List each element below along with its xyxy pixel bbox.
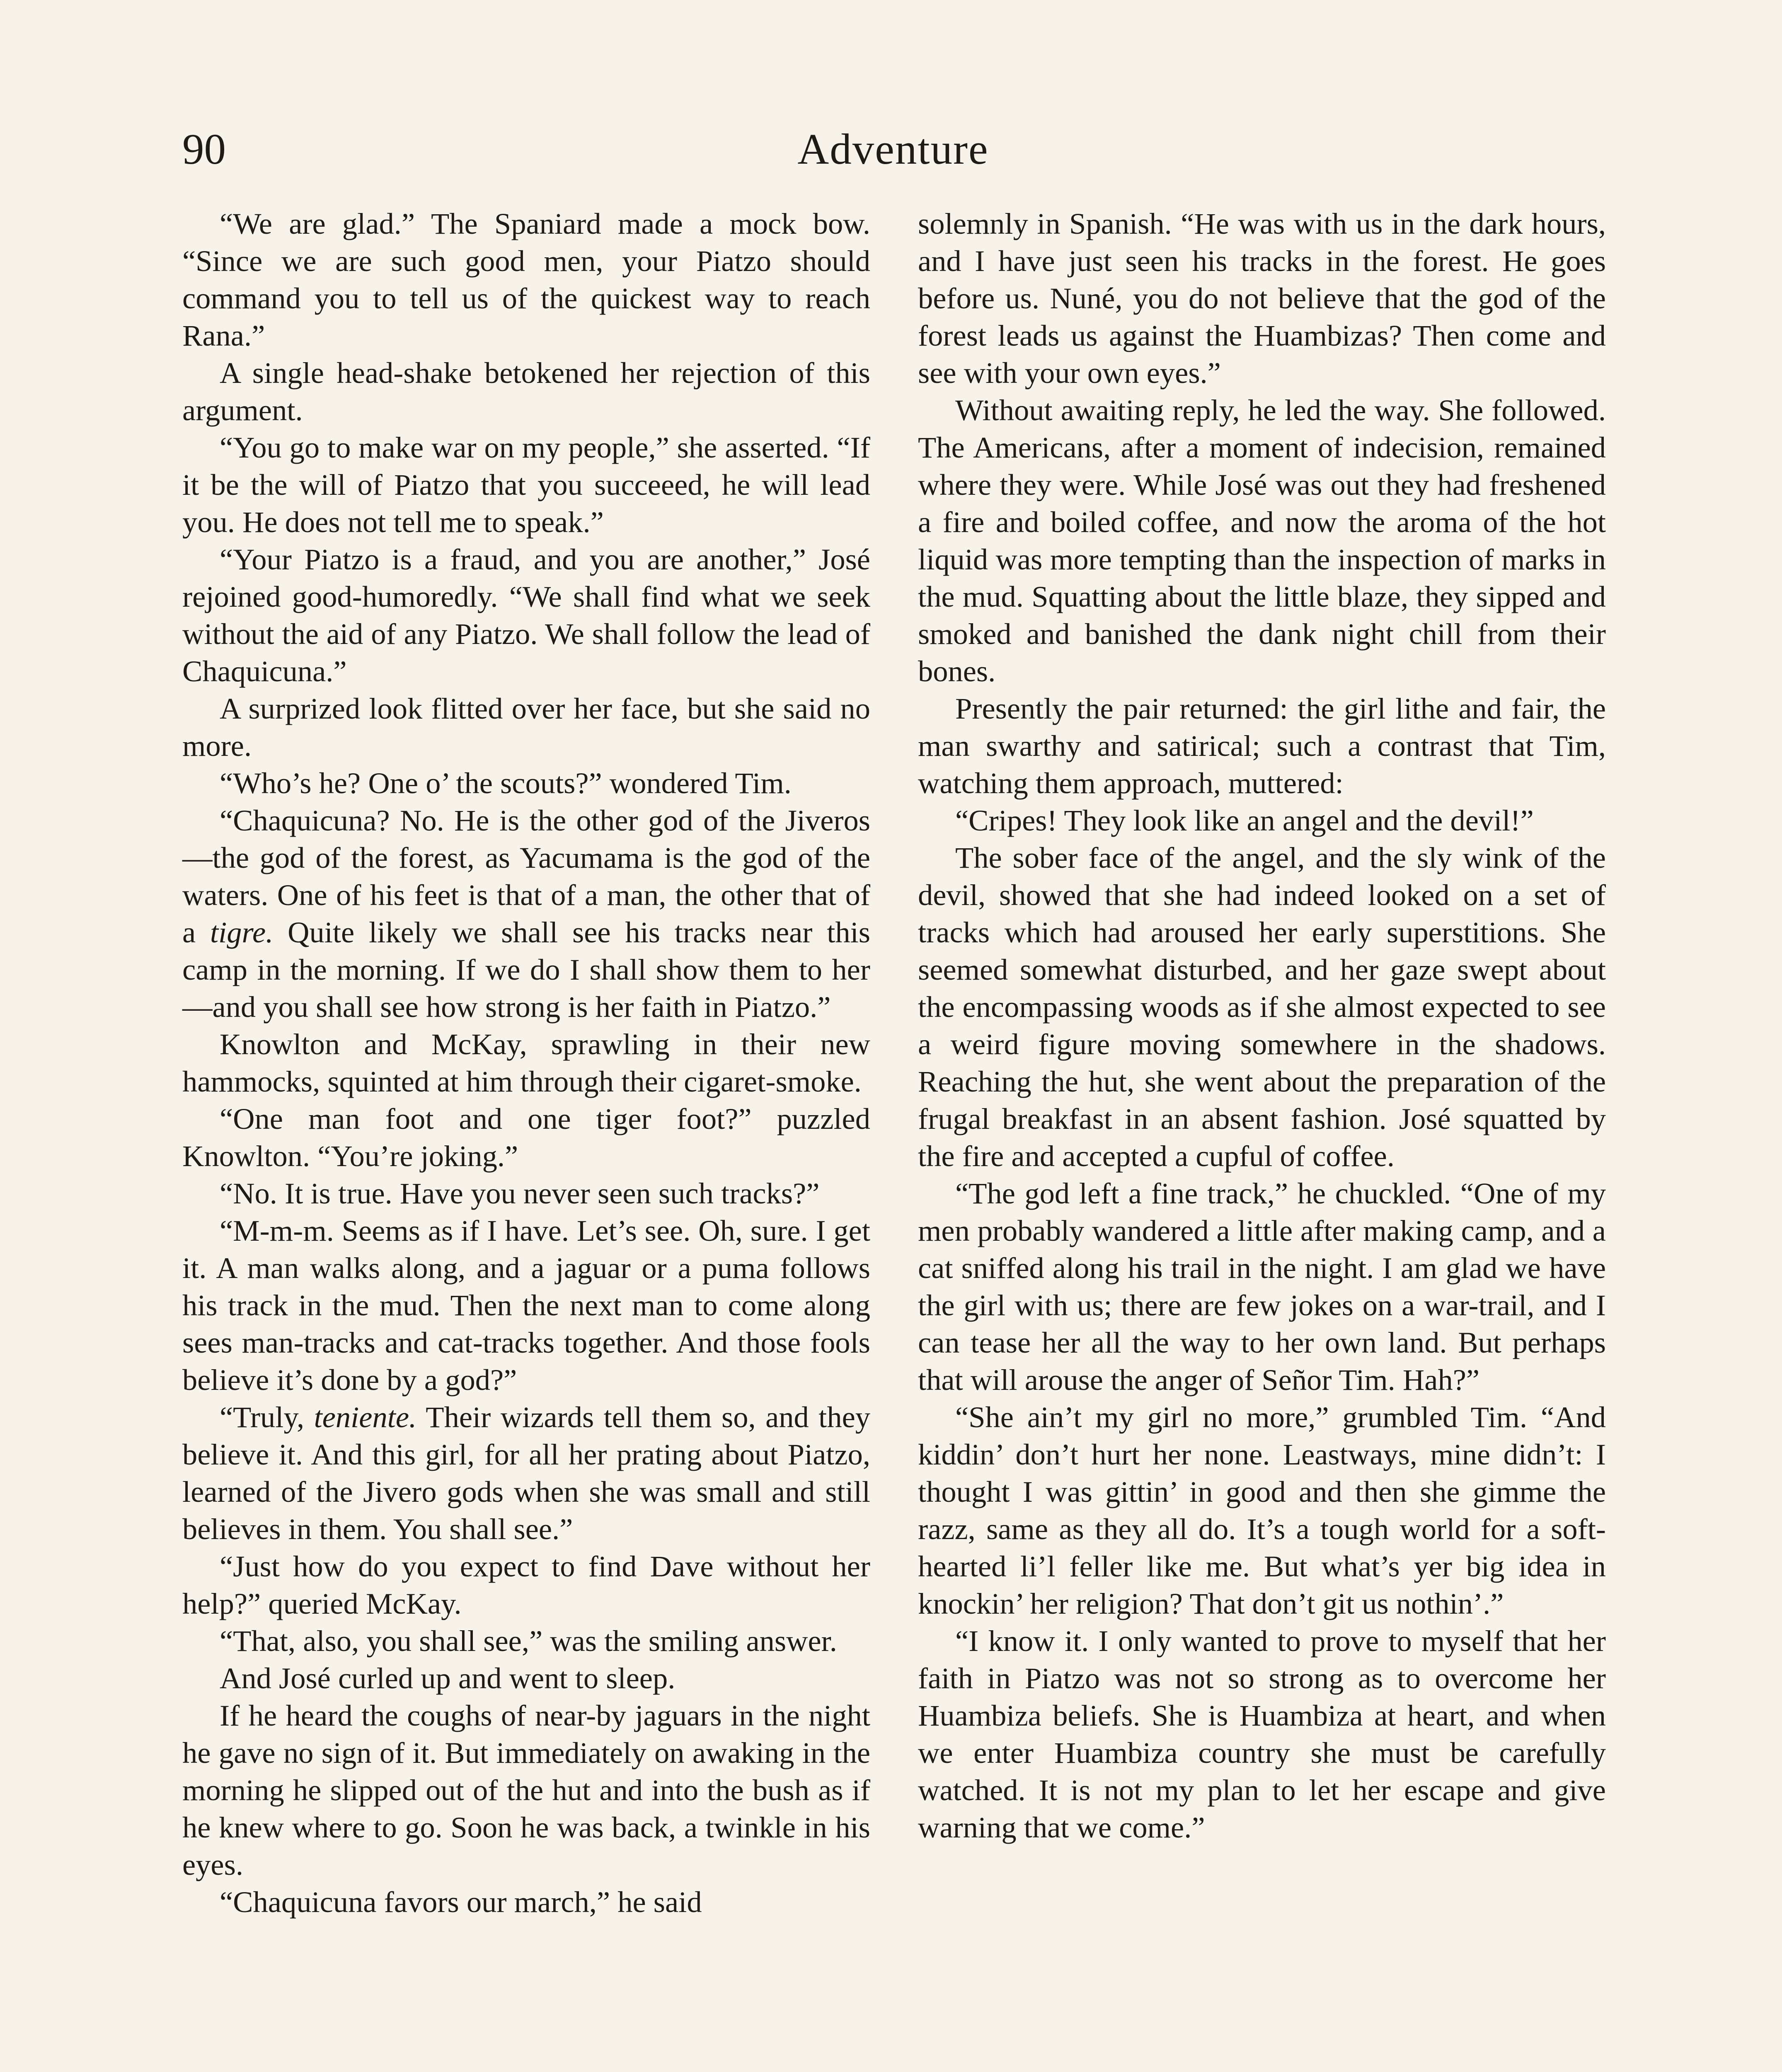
paragraph: The sober face of the angel, and the sly wink of the devil, showed that she had indeed looked on a set of tracks which had aroused her early superstitions. She seemed somewhat disturbed, and her gaze swept about the encompassing woods as if she almost expected to see a weird figure moving somewhere in the shadows. Reaching the hut, she went about the preparation of the frugal breakfast in an absent fashion. José squatted by the fire and accepted a cupful of coffee. bbox=[918, 841, 1606, 1173]
paragraph bbox=[182, 802, 870, 1026]
paragraph-text: “Chaquicuna? No. He is the other god of the Jiveros—the god of the forest, as Yacumama is the god of the waters. One of his feet is that of a man, the other that of a bbox=[182, 804, 870, 949]
paragraph bbox=[182, 1399, 870, 1548]
left-column bbox=[182, 205, 870, 1921]
paragraph: “Your Piatzo is a fraud, and you are another,” José rejoined good-humoredly. “We shall find what we seek without the aid of any Piatzo. We shall follow the lead of Chaquicuna.” bbox=[182, 542, 870, 688]
paragraph: “She ain’t my girl no more,” grumbled Tim. “And kiddin’ don’t hurt her none. Leastways, mine didn’t: I thought I was gittin’ in good and then she gimme the razz, same as they all do. It’s a tough world for a soft-hearted li’l feller like me. But what’s yer big idea in knockin’ her religion? That don’t git us nothin’.” bbox=[918, 1400, 1606, 1620]
running-title: Adventure bbox=[797, 125, 989, 173]
page-header bbox=[182, 120, 1604, 186]
paragraph: “I know it. I only wanted to prove to myself that her faith in Piatzo was not so strong as to overcome her Huambiza beliefs. She is Huambiza at heart, and when we enter Huambiza country she must be carefully watched. It is not my plan to let her escape and give warning that we come.” bbox=[918, 1624, 1606, 1844]
paragraph-text: Their wizards tell them so, and they believe it. And this girl, for all her prating about Piatzo, learned of the Jivero gods when she was small and still believes in them. You shall see.” bbox=[182, 1400, 870, 1546]
page-number: 90 bbox=[182, 125, 226, 173]
paragraph: A single head-shake betokened her rejection of this argument. bbox=[182, 356, 870, 427]
paragraph: “We are glad.” The Spaniard made a mock bow. “Since we are such good men, your Piatzo should command you to tell us of the quickest way to reach Rana.” bbox=[182, 207, 870, 352]
paragraph: Knowlton and McKay, sprawling in their new hammocks, squinted at him through their cigaret-smoke. bbox=[182, 1027, 870, 1098]
paragraph: Without awaiting reply, he led the way. She followed. The Americans, after a moment of indecision, remained where they were. While José was out they had freshened a fire and boiled coffee, and now the aroma of the hot liquid was more tempting than the inspection of marks in the mud. Squatting about the little blaze, they sipped and smoked and banished the dank night chill from their bones. bbox=[918, 393, 1606, 688]
paragraph: And José curled up and went to sleep. bbox=[220, 1661, 676, 1695]
paragraph: “One man foot and one tiger foot?” puzzled Knowlton. “You’re joking.” bbox=[182, 1102, 870, 1173]
paragraph: “M-m-m. Seems as if I have. Let’s see. Oh, sure. I get it. A man walks along, and a jaguar or a puma follows his track in the mud. Then the next man to come along sees man-tracks and cat-tracks together. And those fools believe it’s done by a god?” bbox=[182, 1214, 870, 1397]
paragraph-text: “Truly, bbox=[220, 1400, 314, 1434]
paragraph-text: Quite likely we shall see his tracks near this camp in the morning. If we do I shall show them to her—and you shall see how strong is her faith in Piatzo.” bbox=[182, 915, 870, 1024]
paragraph: solemnly in Spanish. “He was with us in the dark hours, and I have just seen his tracks in the forest. He goes before us. Nuné, you do not believe that the god of the forest leads us against the Huambizas? Then come and see with your own eyes.” bbox=[918, 207, 1606, 390]
paragraph: If he heard the coughs of near-by jaguars in the night he gave no sign of it. But immediately on awaking in the morning he slipped out of the hut and into the bush as if he knew where to go. Soon he was back, a twinkle in his eyes. bbox=[182, 1699, 870, 1881]
paragraph: “Just how do you expect to find Dave without her help?” queried McKay. bbox=[182, 1549, 870, 1620]
right-column bbox=[918, 205, 1606, 1846]
paragraph: Presently the pair returned: the girl lithe and fair, the man swarthy and satirical; such a contrast that Tim, watching them approach, muttered: bbox=[918, 692, 1606, 800]
paragraph: “Cripes! They look like an angel and the devil!” bbox=[955, 804, 1534, 837]
paragraph: A surprized look flitted over her face, but she said no more. bbox=[182, 692, 870, 762]
italic-word: tigre. bbox=[210, 915, 274, 949]
paragraph: “No. It is true. Have you never seen such tracks?” bbox=[220, 1176, 820, 1210]
paragraph: “Chaquicuna favors our march,” he said bbox=[220, 1885, 702, 1919]
paragraph: “You go to make war on my people,” she asserted. “If it be the will of Piatzo that you succeeed, he will lead you. He does not tell me to speak.” bbox=[182, 431, 870, 539]
paragraph: “The god left a fine track,” he chuckled. “One of my men probably wandered a little after making camp, and a cat sniffed along his trail in the night. I am glad we have the girl with us; there are few jokes on a war-trail, and I can tease her all the way to her own land. But perhaps that will arouse the anger of Señor Tim. Hah?” bbox=[918, 1176, 1606, 1397]
paragraph: “Who’s he? One o’ the scouts?” wondered Tim. bbox=[220, 766, 792, 800]
paragraph: “That, also, you shall see,” was the smiling answer. bbox=[220, 1624, 837, 1658]
italic-word: teniente. bbox=[314, 1400, 417, 1434]
